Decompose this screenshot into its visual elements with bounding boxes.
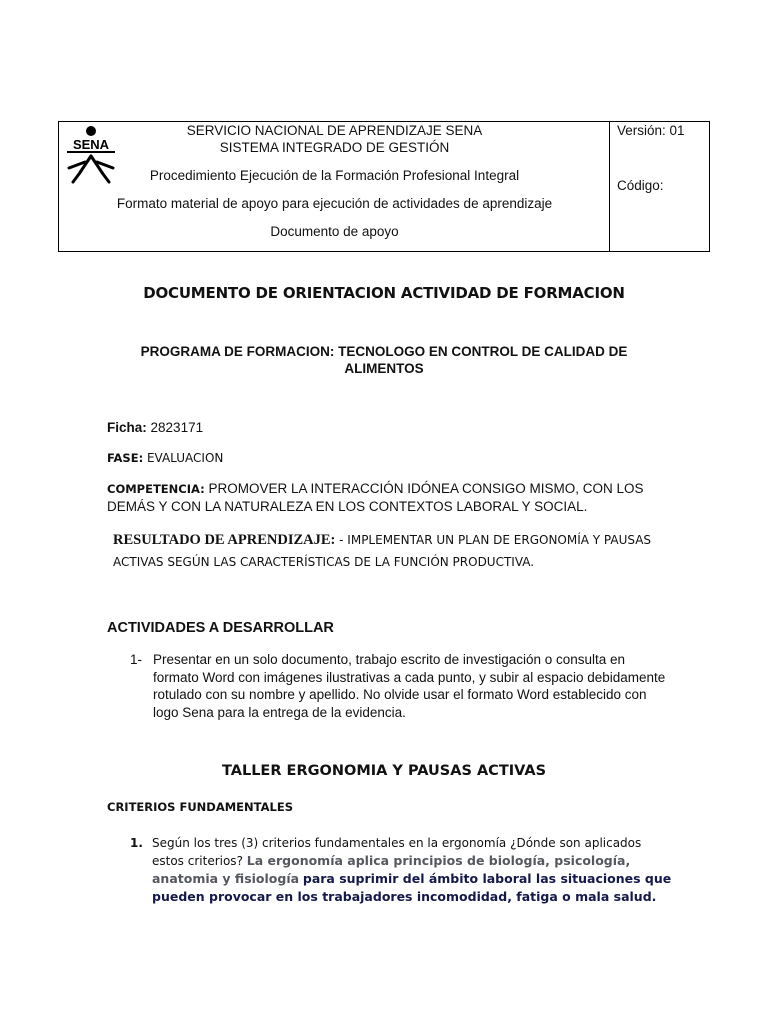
resultado-label: RESULTADO DE APRENDIZAJE: (113, 532, 336, 548)
competencia-value: PROMOVER LA INTERACCIÓN IDÓNEA CONSIGO MISMO, CON LOS DEMÁS Y CON LA NATURALEZA EN LOS CONTEXTOS LABORAL Y SOCIAL. (107, 481, 644, 514)
resultado-value: - IMPLEMENTAR UN PLAN DE ERGONOMÍA Y PAUSAS ACTIVAS SEGÚN LAS CARACTERÍSTICAS DE LA FUNCIÓN PRODUCTIVA. (113, 533, 652, 569)
header-right-cell (610, 122, 709, 251)
question-1-text: Según los tres (3) criterios fundamentales en la ergonomía ¿Dónde son aplicados estos criterios? (152, 836, 642, 868)
header-line-3: Procedimiento Ejecución de la Formación Profesional Integral (149, 168, 520, 183)
taller-title: TALLER ERGONOMIA Y PAUSAS ACTIVAS (221, 763, 547, 779)
criterios-heading: CRITERIOS FUNDAMENTALES (107, 800, 293, 814)
program-title: PROGRAMA DE FORMACION: TECNOLOGO EN CONTROL DE CALIDAD DE ALIMENTOS (140, 344, 628, 376)
list-item-number: 1- (130, 652, 143, 667)
ficha-value: 2823171 (150, 420, 204, 435)
resultado-field (113, 529, 668, 573)
ficha-field (107, 420, 203, 435)
header-center-cell (59, 122, 610, 251)
fase-field (107, 450, 223, 465)
codigo-label: Código: (617, 178, 664, 193)
answer-part-2: para suprimir del ámbito laboral las situaciones que pueden provocar en los trabajadores incomodidad, fatiga o mala salud. (152, 871, 672, 904)
list-item-text: Presentar en un solo documento, trabajo escrito de investigación o consulta en formato Word con imágenes ilustrativas a cada punto, y subir al espacio debidamente rotulado con su nombre y apellido. No olvide usar el formato Word establecido con logo Sena para la entrega de la evidencia. (153, 652, 666, 720)
answer-part-1: La ergonomía aplica principios de biología, psicología, anatomia y fisiología (152, 853, 631, 886)
fase-value: EVALUACION (146, 451, 224, 465)
actividades-heading: ACTIVIDADES A DESARROLLAR (107, 620, 334, 636)
header-line-1: SERVICIO NACIONAL DE APRENDIZAJE SENA (186, 123, 483, 138)
logo-text: SENA (72, 137, 110, 152)
question-1-number: 1. (130, 836, 143, 850)
document-title: DOCUMENTO DE ORIENTACION ACTIVIDAD DE FORMACION (143, 284, 625, 302)
ficha-label: Ficha: (107, 420, 147, 435)
version-label: Versión: 01 (617, 123, 685, 138)
header-table (58, 121, 710, 252)
header-line-2: SISTEMA INTEGRADO DE GESTIÓN (219, 140, 450, 155)
header-line-4: Formato material de apoyo para ejecución de actividades de aprendizaje (116, 196, 553, 211)
competencia-field (107, 480, 667, 515)
competencia-label: COMPETENCIA: (107, 482, 205, 496)
header-line-5: Documento de apoyo (270, 224, 399, 239)
question-1-body (152, 834, 672, 906)
fase-label: FASE: (107, 451, 144, 465)
